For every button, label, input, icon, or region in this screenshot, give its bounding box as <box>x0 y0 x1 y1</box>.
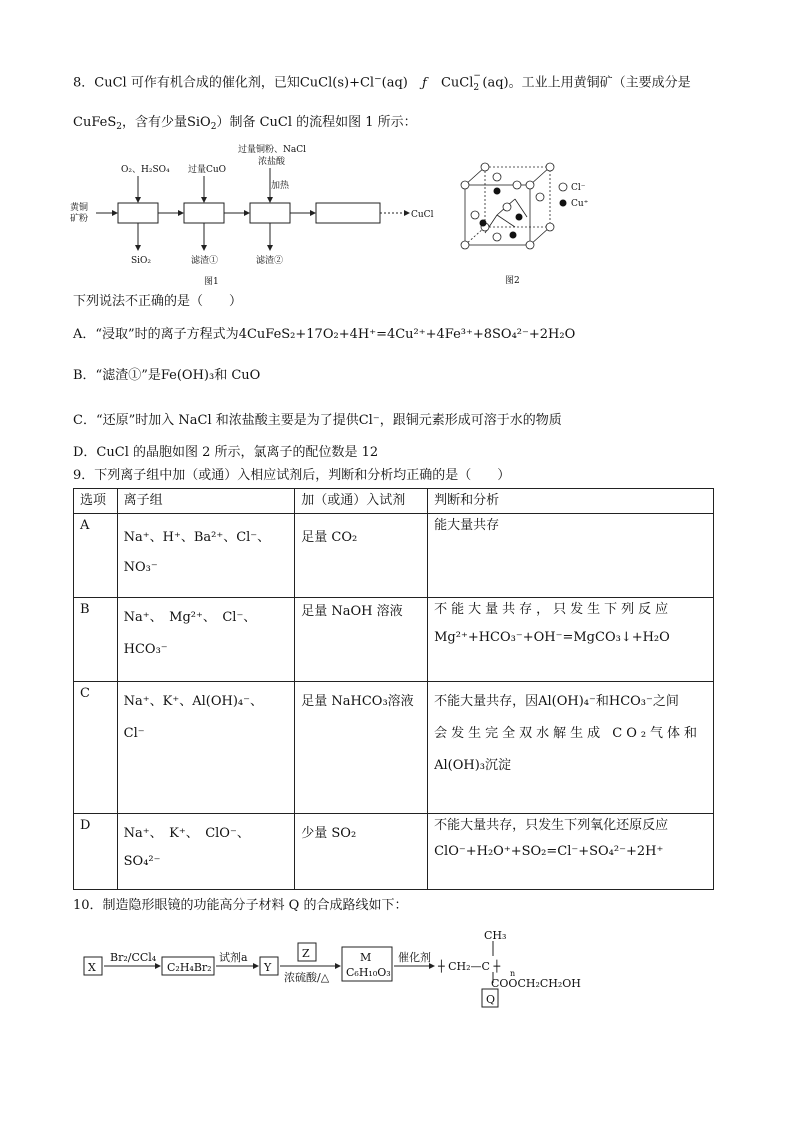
legend-cl-label: Cl⁻ <box>571 183 586 193</box>
box-adjust-ph <box>184 203 224 223</box>
product-cucl: CuCl <box>411 210 434 220</box>
header-ions: 离子组 <box>117 489 295 514</box>
reagent-cuo: 过量CuO <box>188 165 227 175</box>
poly-n: n <box>510 969 516 978</box>
row-option: B <box>74 598 118 682</box>
y-label: Y <box>264 961 272 974</box>
header-reagent: 加（或通）入试剂 <box>295 489 428 514</box>
row-reagent: 少量 SO₂ <box>295 814 428 890</box>
q9-title: 9．下列离子组中加（或通）入相应试剂后，判断和分析均正确的是（ ） <box>73 468 511 483</box>
row-option: D <box>74 814 118 890</box>
row-ions: Na⁺、 K⁺、 ClO⁻、 SO₄²⁻ <box>117 814 295 890</box>
box-reduce <box>250 203 290 223</box>
legend-cl-marker <box>559 183 567 191</box>
legend-cu-marker <box>560 200 567 207</box>
step3-reagent: 浓硫酸/△ <box>284 971 330 984</box>
m-formula: C₆H₁₀O₃ <box>346 966 391 979</box>
row-analysis: 不能大量共存，因Al(OH)₄⁻和HCO₃⁻之间 会发生完全双水解生成 CO₂气体和 Al(OH)₃沉淀 <box>428 682 714 814</box>
table-row <box>74 598 714 682</box>
row-analysis: 不能大量共存，只发生下列氧化还原反应 ClO⁻+H₂O⁺+SO₂=Cl⁻+SO₄²⁻+2H⁺ <box>428 814 714 890</box>
z-label: Z <box>302 947 310 960</box>
table-row <box>74 814 714 890</box>
row-reagent: 足量 CO₂ <box>295 514 428 598</box>
reagent-o2-h2so4: O₂、H₂SO₄ <box>121 165 170 175</box>
row-option: C <box>74 682 118 814</box>
legend-cu-label: Cu⁺ <box>571 199 589 209</box>
q8-option-a[interactable]: A．“浸取”时的离子方程式为4CuFeS₂+17O₂+4H⁺=4Cu²⁺+4Fe³⁺+8SO₄²⁻+2H₂O <box>73 327 576 342</box>
out-residue1: 滤渣① <box>191 256 219 266</box>
figure2-caption: 图2 <box>505 276 520 286</box>
step1-reagent: Br₂/CCl₄ <box>110 951 157 964</box>
feed-label-2: 矿粉 <box>70 214 89 224</box>
row-analysis: 不能大量共存，只发生下列反应 Mg²⁺+HCO₃⁻+OH⁻=MgCO₃↓+H₂O <box>428 598 714 682</box>
poly-bracket-right: ┼ <box>489 960 501 973</box>
step2-reagent: 试剂a <box>219 951 248 964</box>
row-ions: Na⁺、K⁺、Al(OH)₄⁻、 Cl⁻ <box>117 682 295 814</box>
header-option: 选项 <box>74 489 118 514</box>
x-label: X <box>88 961 96 974</box>
out-sio2: SiO₂ <box>131 256 152 266</box>
row-option: A <box>74 514 118 598</box>
table-row <box>74 682 714 814</box>
poly-ester: COOCH₂CH₂OH <box>491 977 581 990</box>
c2h4br2-label: C₂H₄Br₂ <box>167 961 212 974</box>
q8-question: 下列说法不正确的是（ ） <box>73 294 243 309</box>
table-row <box>74 514 714 598</box>
step4-reagent: 催化剂 <box>398 951 431 964</box>
reagent-cu-nacl: 过量铜粉、NaCl <box>238 145 307 155</box>
m-label: M <box>360 951 372 964</box>
q8-option-d[interactable]: D．CuCl 的晶胞如图 2 所示，氯离子的配位数是 12 <box>73 445 379 460</box>
out-residue2: 滤渣② <box>256 256 284 266</box>
header-analysis: 判断和分析 <box>428 489 714 514</box>
row-reagent: 足量 NaOH 溶液 <box>295 598 428 682</box>
row-ions: Na⁺、 Mg²⁺、 Cl⁻、 HCO₃⁻ <box>117 598 295 682</box>
q8-stem-line2: CuFeS$_2$，含有少量SiO$_2$）制备 CuCl 的流程如图 1 所示： <box>73 115 417 132</box>
q-label: Q <box>486 993 496 1006</box>
q8-option-c[interactable]: C．“还原”时加入 NaCl 和浓盐酸主要是为了提供Cl⁻，跟铜元素形成可溶于水的物质 <box>73 413 562 428</box>
feed-label-1: 黄铜 <box>70 203 89 213</box>
q9-table <box>73 488 714 890</box>
unit-cell-figure2 <box>455 155 605 290</box>
row-analysis: 能大量共存 <box>428 514 714 598</box>
poly-bracket-left: ┼ <box>438 960 449 973</box>
heat-label: 加热 <box>271 181 290 191</box>
q10-synthesis-route <box>80 925 600 1015</box>
q10-title: 10．制造隐形眼镜的功能高分子材料 Q 的合成路线如下： <box>73 898 408 913</box>
q9-header-row <box>74 489 714 514</box>
row-reagent: 足量 NaHCO₃溶液 <box>295 682 428 814</box>
poly-main-chain: ┼ CH₂—C ┼ <box>438 960 501 973</box>
q8-stem-line1: 8．CuCl 可作有机合成的催化剂，已知CuCl(s)+Cl−(aq) ƒ CuCl − 2 (aq)。工业上用黄铜矿（主要成分是 <box>73 71 691 93</box>
row-ions: Na⁺、H⁺、Ba²⁺、Cl⁻、 NO₃⁻ <box>117 514 295 598</box>
poly-ch3: CH₃ <box>484 929 507 942</box>
figure1-caption: 图1 <box>204 277 219 287</box>
flowchart-figure1 <box>66 140 446 290</box>
q8-option-b[interactable]: B．“滤渣①”是Fe(OH)₃和 CuO <box>73 368 261 383</box>
reagent-hcl: 浓盐酸 <box>258 157 286 167</box>
box-leach <box>118 203 158 223</box>
box-operations <box>316 203 380 223</box>
